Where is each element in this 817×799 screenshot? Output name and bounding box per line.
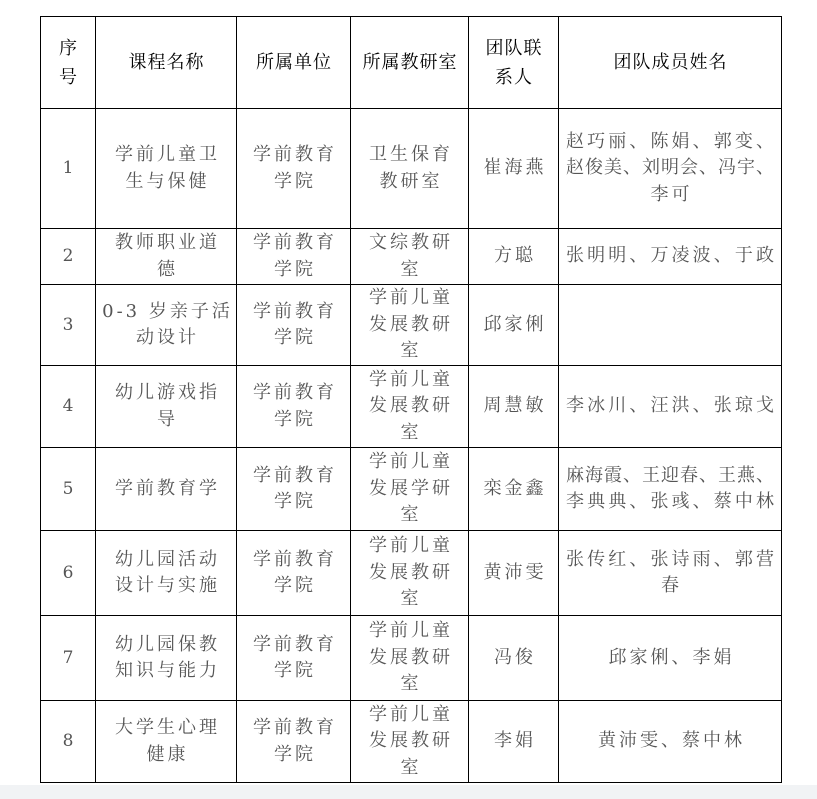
office-text: 学前儿童 [369, 451, 453, 473]
cell-contact [469, 616, 559, 701]
course-name-text: 健康 [146, 743, 189, 765]
cell-unit [237, 109, 351, 229]
contact-text: 栾金鑫 [483, 477, 547, 499]
unit-text: 学前教育 [253, 300, 337, 322]
office-text: 教研室 [379, 170, 443, 192]
unit-text: 学院 [274, 327, 316, 348]
contact-text: 冯俊 [494, 646, 536, 668]
cell-seq [41, 448, 96, 531]
contact-text: 周慧敏 [483, 395, 547, 417]
office-text: 室 [400, 258, 422, 280]
cell-members [559, 448, 782, 531]
office-text: 发展教研 [369, 730, 453, 752]
cell-contact [469, 366, 559, 448]
office-text: 卫生保育 [369, 144, 453, 165]
header-contact-text: 系人 [495, 66, 533, 88]
members-text: 麻海霞、王迎春、王燕、 [566, 464, 774, 486]
unit-text: 学前教育 [253, 464, 337, 486]
members-text: 黄沛雯、蔡中林 [598, 730, 745, 752]
cell-office [351, 448, 469, 531]
cell-members [559, 285, 782, 366]
unit-text: 学前教育 [253, 144, 337, 165]
office-text: 发展教研 [369, 646, 453, 668]
seq-text: 5 [62, 478, 77, 499]
contact-text: 崔海燕 [483, 157, 547, 179]
header-members [559, 17, 782, 109]
cell-course-name [96, 109, 237, 229]
cell-members [559, 616, 782, 701]
header-unit-text: 所属单位 [256, 52, 332, 73]
cell-course-name [96, 448, 237, 531]
header-contact [469, 17, 559, 109]
office-text: 发展学研 [369, 477, 453, 499]
unit-text: 学前教育 [253, 232, 337, 253]
office-text: 发展教研 [369, 561, 453, 583]
cell-unit [237, 531, 351, 616]
office-text: 室 [400, 756, 422, 778]
unit-text: 学院 [274, 170, 316, 192]
cell-seq [41, 366, 96, 448]
cell-course-name [96, 531, 237, 616]
office-text: 室 [400, 340, 422, 362]
seq-text: 1 [62, 158, 77, 179]
unit-text: 学院 [274, 408, 316, 430]
cell-contact [469, 109, 559, 229]
cell-unit [237, 448, 351, 531]
cell-unit [237, 229, 351, 285]
office-text: 室 [400, 421, 422, 443]
contact-text: 李娟 [494, 730, 536, 752]
header-unit [237, 17, 351, 109]
seq-text: 4 [62, 396, 77, 417]
seq-text: 3 [62, 314, 77, 335]
cell-members [559, 531, 782, 616]
cell-seq [41, 701, 96, 783]
unit-text: 学院 [274, 491, 316, 512]
header-seq-text: 号 [59, 66, 78, 88]
office-text: 文综教研 [369, 232, 453, 253]
unit-text: 学前教育 [253, 633, 337, 655]
unit-text: 学前教育 [253, 717, 337, 738]
office-text: 室 [400, 504, 422, 526]
members-text: 李典典、张彧、蔡中林 [566, 491, 774, 512]
office-text: 学前儿童 [369, 287, 453, 309]
members-text: 邱家俐、李娟 [608, 646, 735, 668]
course-name-text: 动设计 [136, 327, 199, 348]
cell-course-name [96, 366, 237, 448]
cell-office [351, 366, 469, 448]
unit-text: 学院 [274, 575, 316, 596]
course-name-text: 0-3 岁亲子活 [102, 300, 233, 322]
cell-contact [469, 229, 559, 285]
cell-contact [469, 701, 559, 783]
cell-office [351, 616, 469, 701]
members-text: 赵俊美、刘明会、冯宇、 [566, 157, 774, 179]
cell-office [351, 701, 469, 783]
contact-text: 方聪 [494, 245, 536, 267]
office-text: 学前儿童 [369, 703, 453, 725]
seq-text: 2 [62, 246, 77, 267]
course-name-text: 德 [157, 258, 178, 280]
header-course-name [96, 17, 237, 109]
course-name-text: 知识与能力 [115, 660, 220, 681]
course-name-text: 学前儿童卫 [115, 144, 220, 165]
members-text: 李可 [650, 183, 693, 205]
office-text: 室 [400, 673, 422, 695]
cell-contact [469, 448, 559, 531]
office-text: 学前儿童 [369, 620, 453, 642]
cell-office [351, 109, 469, 229]
cell-members [559, 109, 782, 229]
cell-unit [237, 701, 351, 783]
members-text: 张明明、万凌波、于政 [566, 245, 774, 267]
cell-members [559, 229, 782, 285]
cell-course-name [96, 701, 237, 783]
unit-text: 学前教育 [253, 548, 337, 570]
office-text: 发展教研 [369, 395, 453, 417]
cell-members [559, 701, 782, 783]
members-text: 张传红、张诗雨、郭营 [566, 548, 774, 570]
cell-course-name [96, 616, 237, 701]
members-text: 李冰川、汪洪、张琼戈 [566, 395, 774, 417]
course-name-text: 大学生心理 [115, 717, 220, 738]
office-text: 学前儿童 [369, 368, 453, 390]
members-text: 赵巧丽、陈娟、郭变、 [566, 130, 774, 152]
cell-course-name [96, 229, 237, 285]
cell-seq [41, 109, 96, 229]
cell-unit [237, 366, 351, 448]
contact-text: 黄沛雯 [483, 561, 547, 583]
header-office [351, 17, 469, 109]
course-name-text: 幼儿园活动 [115, 548, 220, 570]
course-name-text: 教师职业道 [115, 232, 220, 253]
unit-text: 学前教育 [253, 382, 337, 403]
course-name-text: 导 [157, 408, 178, 430]
cell-unit [237, 616, 351, 701]
cell-unit [237, 285, 351, 366]
header-seq-text: 序 [59, 37, 78, 59]
office-text: 学前儿童 [369, 535, 453, 557]
cell-office [351, 531, 469, 616]
office-text: 发展教研 [369, 313, 453, 335]
bottom-strip [0, 785, 817, 799]
header-seq [41, 17, 96, 109]
header-contact-text: 团队联 [485, 37, 543, 59]
unit-text: 学院 [274, 660, 316, 681]
contact-text: 邱家俐 [483, 313, 547, 335]
members-text: 春 [661, 575, 682, 596]
course-team-table [40, 16, 782, 783]
seq-text: 6 [62, 562, 77, 583]
header-office-text: 所属教研室 [362, 52, 458, 73]
seq-text: 7 [62, 647, 77, 668]
seq-text: 8 [62, 731, 77, 752]
cell-course-name [96, 285, 237, 366]
cell-seq [41, 531, 96, 616]
cell-seq [41, 616, 96, 701]
course-name-text: 设计与实施 [115, 575, 220, 596]
cell-seq [41, 229, 96, 285]
course-name-text: 幼儿游戏指 [115, 382, 220, 403]
unit-text: 学院 [274, 743, 316, 765]
cell-members [559, 366, 782, 448]
office-text: 室 [400, 588, 422, 610]
cell-contact [469, 531, 559, 616]
cell-contact [469, 285, 559, 366]
course-name-text: 生与保健 [125, 170, 210, 192]
cell-office [351, 285, 469, 366]
cell-seq [41, 285, 96, 366]
cell-office [351, 229, 469, 285]
course-name-text: 学前教育学 [115, 477, 220, 499]
unit-text: 学院 [274, 258, 316, 280]
course-name-text: 幼儿园保教 [115, 633, 220, 655]
header-members-text: 团队成员姓名 [613, 52, 728, 73]
header-course-name-text: 课程名称 [128, 52, 205, 73]
